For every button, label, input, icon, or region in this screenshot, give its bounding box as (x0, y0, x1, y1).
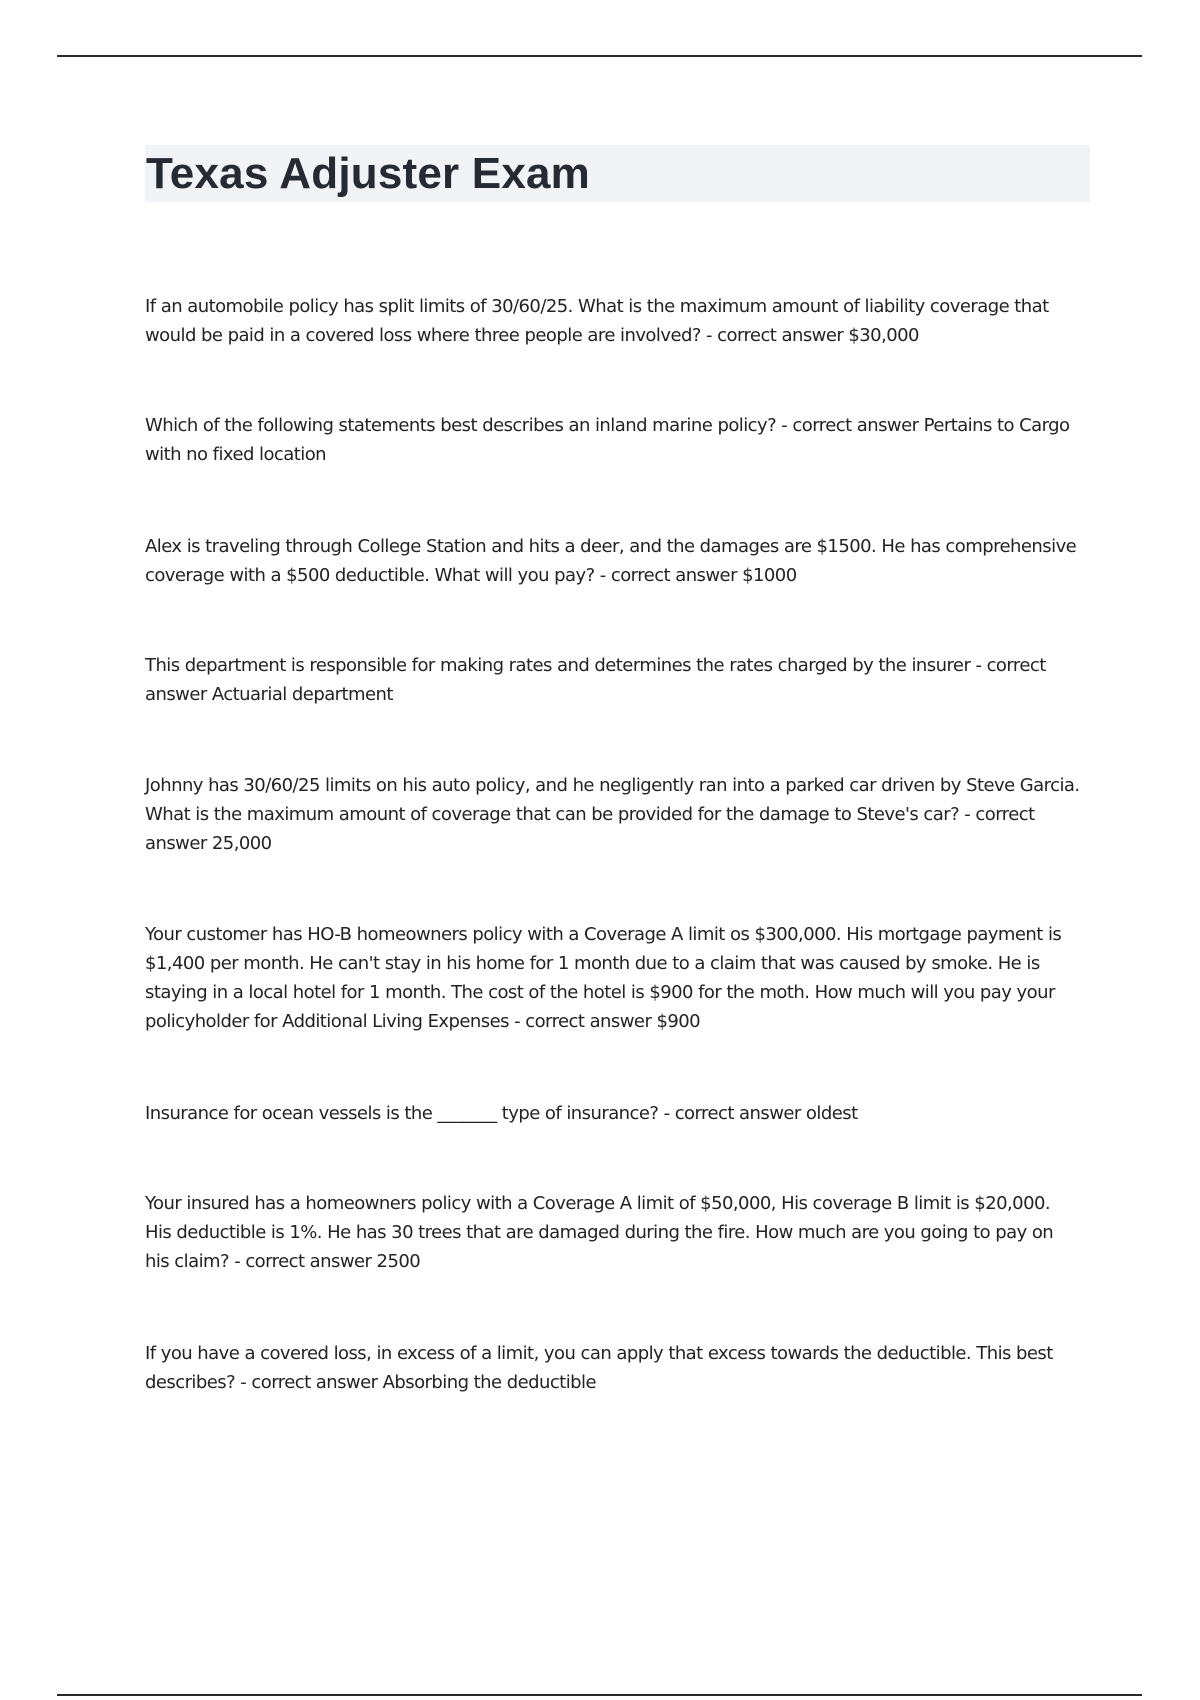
page-title: Texas Adjuster Exam (146, 149, 590, 198)
qa-item-9: If you have a covered loss, in excess of a limit, you can apply that excess towards the deductible. This best describes? - correct answer Absorbing the deductible (145, 1343, 1053, 1393)
bottom-rule (57, 1694, 1142, 1696)
top-rule (57, 55, 1142, 57)
qa-item-6: Your customer has HO-B homeowners policy with a Coverage A limit os $300,000. His mortgage payment is $1,400 per month. He can't stay in his home for 1 month due to a claim that was caused by smoke. He is staying in a local hotel for 1 month. The cost of the hotel is $900 for the moth. How much will you pay your policyholder for Additional Living Expenses - correct answer $900 (145, 924, 1062, 1032)
qa-item-8: Your insured has a homeowners policy with a Coverage A limit of $50,000, His coverage B limit is $20,000. His deductible is 1%. He has 30 trees that are damaged during the fire. How much are you going to pay on his claim? - correct answer 2500 (145, 1193, 1054, 1272)
qa-item-7: Insurance for ocean vessels is the _______ type of insurance? - correct answer oldest (145, 1103, 858, 1124)
qa-item-5: Johnny has 30/60/25 limits on his auto policy, and he negligently ran into a parked car driven by Steve Garcia. What is the maximum amount of coverage that can be provided for the damage to Steve's car? - correct answer 25,000 (145, 775, 1080, 854)
qa-item-3: Alex is traveling through College Station and hits a deer, and the damages are $1500. He has comprehensive coverage with a $500 deductible. What will you pay? - correct answer $1000 (145, 536, 1077, 586)
qa-item-1: If an automobile policy has split limits of 30/60/25. What is the maximum amount of liability coverage that would be paid in a covered loss where three people are involved? - correct answer $30,000 (145, 296, 1049, 346)
qa-item-2: Which of the following statements best describes an inland marine policy? - correct answer Pertains to Cargo with no fixed location (145, 415, 1070, 465)
qa-item-4: This department is responsible for making rates and determines the rates charged by the insurer - correct answer Actuarial department (145, 655, 1046, 705)
